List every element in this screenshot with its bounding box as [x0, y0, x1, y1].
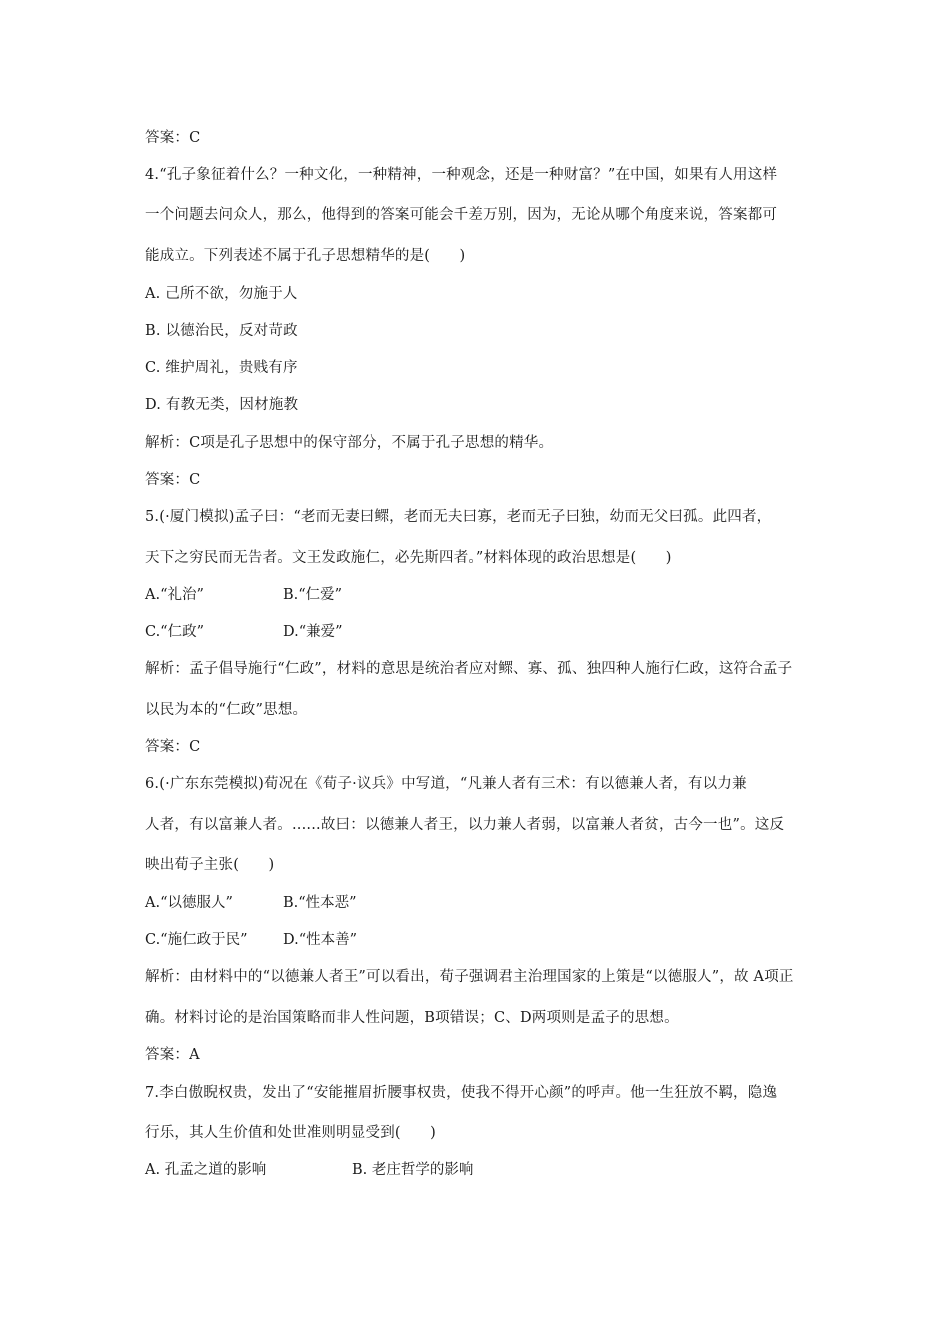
question-6-line-3: 映出荀子主张( )	[145, 857, 275, 873]
question-7-option-b: B. 老庄哲学的影响	[352, 1162, 474, 1178]
question-6-analysis-line-2: 确。材料讨论的是治国策略而非人性问题，B项错误；C、D两项则是孟子的思想。	[145, 1010, 679, 1026]
question-4-option-b: B. 以德治民，反对苛政	[145, 323, 298, 339]
question-6-answer: 答案：A	[145, 1047, 200, 1063]
question-4-option-c: C. 维护周礼，贵贱有序	[145, 360, 298, 376]
question-6-line-1: 6.(·广东东莞模拟)荀况在《荀子·议兵》中写道，“凡兼人者有三术：有以德兼人者，有以力兼	[145, 776, 747, 792]
question-6-line-2: 人者，有以富兼人者。......故曰：以德兼人者王，以力兼人者弱，以富兼人者贫，古今一也”。这反	[145, 817, 785, 833]
question-5-line-1: 5.(·厦门模拟)孟子曰：“老而无妻曰鳏，老而无夫曰寡，老而无子曰独，幼而无父曰孤。此四者，	[145, 509, 772, 525]
question-4-line-3: 能成立。下列表述不属于孔子思想精华的是( )	[145, 248, 466, 264]
question-6-option-a: A.“以德服人”	[145, 895, 233, 911]
question-5-option-c: C.“仁政”	[145, 624, 205, 640]
answer-line: 答案：C	[145, 130, 201, 146]
question-4-line-1: 4.“孔子象征着什么？一种文化，一种精神，一种观念，还是一种财富？”在中国，如果有人用这样	[145, 167, 778, 183]
question-6-option-d: D.“性本善”	[283, 932, 358, 948]
question-5-option-a: A.“礼治”	[145, 587, 204, 603]
question-5-option-d: D.“兼爱”	[283, 624, 343, 640]
question-4-line-2: 一个问题去问众人，那么，他得到的答案可能会千差万别，因为，无论从哪个角度来说，答案都可	[145, 207, 778, 223]
question-6-option-c: C.“施仁政于民”	[145, 932, 248, 948]
question-7-line-1: 7.李白傲睨权贵，发出了“安能摧眉折腰事权贵，使我不得开心颜”的呼声。他一生狂放不羁，隐逸	[145, 1085, 778, 1101]
question-7-line-2: 行乐，其人生价值和处世准则明显受到( )	[145, 1125, 437, 1141]
question-7-option-a: A. 孔孟之道的影响	[145, 1162, 267, 1178]
question-6-analysis-line-1: 解析：由材料中的“以德兼人者王”可以看出，荀子强调君主治理国家的上策是“以德服人”，故 A项正	[145, 969, 794, 985]
question-5-analysis-line-1: 解析：孟子倡导施行“仁政”，材料的意思是统治者应对鳏、寡、孤、独四种人施行仁政，这符合孟子	[145, 661, 793, 677]
question-4-analysis: 解析：C项是孔子思想中的保守部分，不属于孔子思想的精华。	[145, 435, 554, 451]
question-6-option-b: B.“性本恶”	[283, 895, 357, 911]
question-5-line-2: 天下之穷民而无告者。文王发政施仁，必先斯四者。”材料体现的政治思想是( )	[145, 550, 672, 566]
question-4-answer: 答案：C	[145, 472, 201, 488]
question-4-option-a: A. 己所不欲，勿施于人	[145, 286, 298, 302]
question-4-option-d: D. 有教无类，因材施教	[145, 397, 299, 413]
question-5-option-b: B.“仁爱”	[283, 587, 343, 603]
question-5-analysis-line-2: 以民为本的“仁政”思想。	[145, 702, 308, 718]
question-5-answer: 答案：C	[145, 739, 201, 755]
